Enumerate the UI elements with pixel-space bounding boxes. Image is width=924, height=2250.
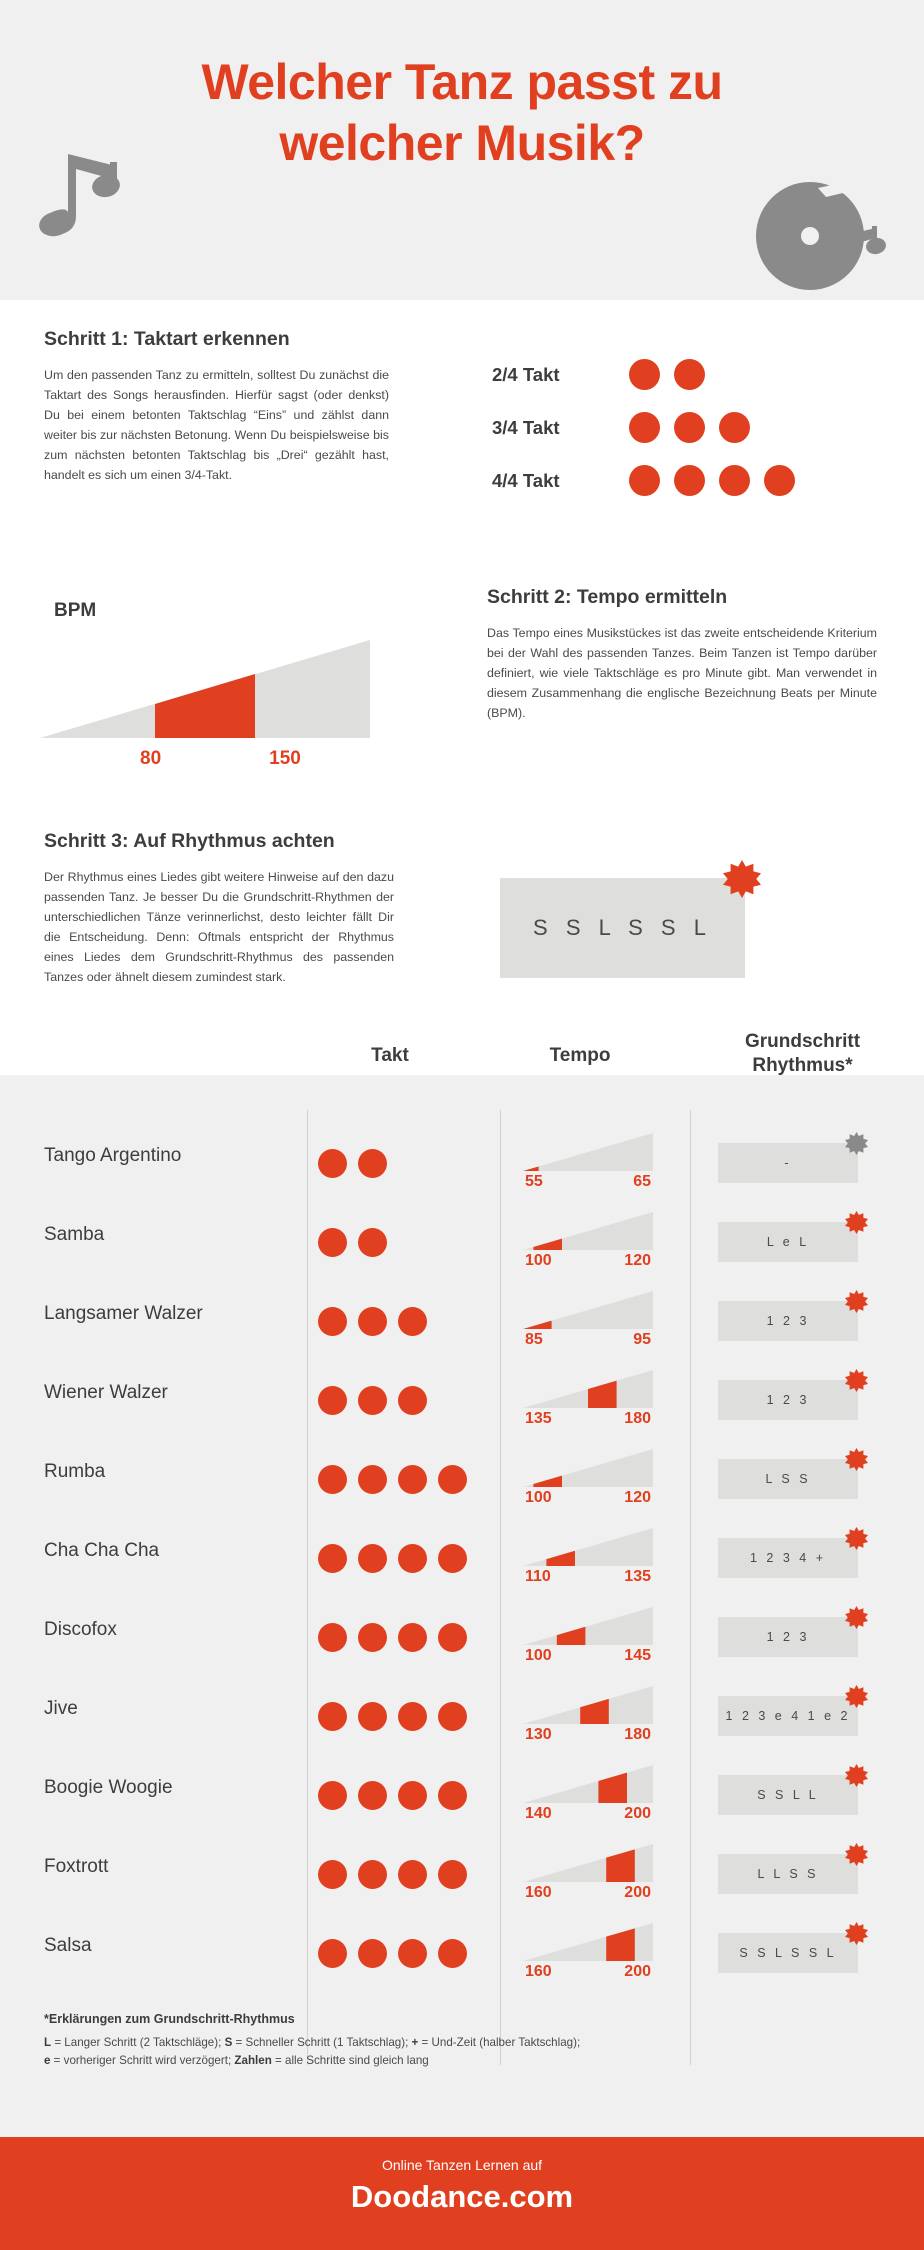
bpm-ramp-shape [40,640,370,738]
takt-dots [318,1702,467,1731]
tempo-max: 200 [624,1805,651,1822]
takt-dots [318,1386,427,1415]
takt-dots [318,1781,467,1810]
rhythm-cell [718,1854,858,1894]
footnote-key-l: L [44,2036,52,2049]
beat-dot [629,465,660,496]
takt-dots-2 [629,359,705,390]
rhythm-text: - [784,1156,792,1170]
rhythm-cell [718,1380,858,1420]
beat-dot [674,412,705,443]
beat-dot [318,1781,347,1810]
beat-dot [398,1386,427,1415]
beat-dot [358,1228,387,1257]
rhythm-cell [718,1459,858,1499]
beat-dot [318,1702,347,1731]
tempo-min: 85 [525,1331,543,1348]
beat-dot [398,1702,427,1731]
step-2-title: Schritt 2: Tempo ermitteln [487,586,728,608]
dance-name: Jive [44,1698,78,1719]
tempo-cell [523,1528,658,1586]
footnote [44,2012,864,2070]
tempo-range [523,1726,653,1744]
tempo-range [523,1331,653,1349]
footnote-key-plus: + [411,2036,419,2049]
takt-dots [318,1860,467,1889]
step-3-text: Der Rhythmus eines Liedes gibt weitere Hinweise auf den dazu passenden Tanz. Je besser Du die Grundschritt-Rhythmen der unterschiedlichen Tänze verinnerlichst, desto leichter fällt Dir die Entscheidung. Denn: Oftmals entspricht der Rhythmus eines Liedes dem Grundschritt-Rhythmus des passenden Tanzes oder ähnelt diesem zumindest stark. [44,870,394,985]
bpm-label: BPM [54,600,97,621]
tempo-ramp [523,1844,653,1882]
step-1-text: Um den passenden Tanz zu ermitteln, solltest Du zunächst die Taktart des Songs herausfinden. Hierfür sagst (oder denkst) Du bei einem betonten Taktschlag “Eins” und zählst dann weiter bis zur nächsten Betonung. Wenn Du beispielsweise bis zum nächsten betonten Taktschlag bis „Drei“ gezählt hast, handelt es sich um einen 3/4-Takt. [44,368,389,483]
rhythm-text: 1 2 3 [766,1314,810,1328]
rhythm-text: 1 2 3 [766,1393,810,1407]
rhythm-cell [718,1301,858,1341]
takt-dots [318,1939,467,1968]
starburst-icon [845,1211,868,1234]
column-header-tempo: Tempo [549,1045,611,1066]
music-note-icon [24,150,136,251]
rhythm-example-box [500,878,745,978]
takt-label: 4/4 Takt [492,469,560,491]
tempo-max: 120 [624,1489,651,1506]
column-header-takt: Takt [371,1045,409,1066]
tempo-ramp [523,1607,653,1645]
beat-dot [318,1386,347,1415]
beat-dot [358,1623,387,1652]
dance-name: Wiener Walzer [44,1382,168,1403]
tempo-max: 135 [624,1568,651,1585]
starburst-icon [845,1764,868,1787]
tempo-cell [523,1686,658,1744]
footnote-key-zahlen: Zahlen [234,2053,272,2067]
starburst-icon [845,1685,868,1708]
tempo-cell [523,1212,658,1270]
beat-dot [438,1544,467,1573]
rhythm-cell [718,1222,858,1262]
beat-dot [629,359,660,390]
step-3-block [44,830,394,988]
tempo-ramp [523,1923,653,1961]
table-row [0,1678,924,1757]
beat-dot [318,1307,347,1336]
beat-dot [438,1702,467,1731]
tempo-min: 110 [525,1568,551,1585]
tempo-min: 130 [525,1726,552,1743]
beat-dot [764,465,795,496]
tempo-ramp [523,1370,653,1408]
beat-dot [398,1623,427,1652]
starburst-icon [845,1290,868,1313]
column-header-rhythmus [690,1030,915,1079]
dance-name: Cha Cha Cha [44,1540,160,1561]
beat-dot [438,1623,467,1652]
takt-row [492,454,882,507]
tempo-min: 135 [525,1410,552,1427]
table-row [0,1836,924,1915]
tempo-range [523,1489,653,1507]
beat-dot [674,465,705,496]
table-row [0,1125,924,1204]
takt-dots [318,1623,467,1652]
tempo-range [523,1410,653,1428]
dance-table-rows [0,1125,924,1994]
footnote-text: = vorheriger Schritt wird verzögert; [50,2053,235,2067]
dance-name: Samba [44,1224,105,1245]
dance-name: Tango Argentino [44,1145,182,1166]
vinyl-record-icon [754,172,894,305]
starburst-icon [845,1132,868,1155]
beat-dot [719,412,750,443]
beat-dot [438,1939,467,1968]
page-title-line1: Welcher Tanz passt zu [201,54,723,110]
beat-dot [438,1781,467,1810]
beat-dot [318,1149,347,1178]
table-row [0,1204,924,1283]
tempo-cell [523,1923,658,1981]
rhythm-text: L S S [765,1472,811,1486]
bpm-min: 80 [140,748,162,769]
table-row [0,1283,924,1362]
takt-dots-3 [629,412,750,443]
beat-dot [318,1860,347,1889]
dance-name: Rumba [44,1461,106,1482]
beat-dot [318,1228,347,1257]
page-title-line2: welcher Musik? [279,115,645,171]
header [0,0,924,300]
footnote-key-e: e [44,2053,51,2067]
table-row [0,1599,924,1678]
beat-dot [398,1939,427,1968]
tempo-min: 100 [525,1489,552,1506]
tempo-cell [523,1133,658,1191]
beat-dot [398,1544,427,1573]
rhythm-text: S S L L [757,1788,819,1802]
tempo-range [523,1805,653,1823]
beat-dot [358,1781,387,1810]
footer [0,2137,924,2250]
rhythm-cell [718,1775,858,1815]
footnote-title: *Erklärungen zum Grundschritt-Rhythmus [44,2012,295,2026]
takt-legend [492,348,882,507]
tempo-range [523,1568,653,1586]
tempo-range [523,1884,653,1902]
column-header-rhythmus-line2: Rhythmus* [752,1055,853,1077]
bpm-block [40,600,400,770]
beat-dot [358,1939,387,1968]
rhythm-example-text: S S L S S L [533,915,712,940]
footnote-text: = Schneller Schritt (1 Taktschlag); [232,2036,412,2049]
tempo-cell [523,1844,658,1902]
tempo-max: 65 [633,1173,651,1190]
column-header-rhythmus-line1: Grundschritt [744,1031,861,1052]
tempo-min: 140 [525,1805,552,1822]
tempo-ramp [523,1686,653,1724]
table-row [0,1362,924,1441]
rhythm-text: L L S S [757,1867,819,1881]
rhythm-text: 1 2 3 [766,1630,810,1644]
starburst-icon [845,1448,868,1471]
footnote-text: = alle Schritte sind gleich lang [271,2053,429,2067]
beat-dot [398,1781,427,1810]
bpm-range [40,748,370,770]
dance-name: Discofox [44,1619,117,1640]
tempo-max: 200 [624,1884,651,1901]
step-3-title: Schritt 3: Auf Rhythmus achten [44,830,335,852]
footnote-line-2 [44,2052,864,2070]
starburst-icon [845,1922,868,1945]
takt-dots [318,1307,427,1336]
takt-dots-4 [629,465,795,496]
takt-row [492,401,882,454]
beat-dot [358,1307,387,1336]
rhythm-text: 1 2 3 4 + [750,1551,826,1565]
tempo-max: 95 [633,1331,651,1348]
tempo-max: 145 [624,1647,651,1664]
beat-dot [398,1465,427,1494]
dance-name: Boogie Woogie [44,1777,173,1798]
rhythm-cell [718,1143,858,1183]
starburst-icon [845,1527,868,1550]
tempo-ramp [523,1212,653,1250]
rhythm-text: 1 2 3 e 4 1 e 2 [725,1709,851,1723]
beat-dot [318,1544,347,1573]
table-row [0,1520,924,1599]
bpm-max: 150 [269,748,301,769]
tempo-cell [523,1607,658,1665]
tempo-ramp [523,1528,653,1566]
tempo-cell [523,1370,658,1428]
tempo-max: 200 [624,1963,651,1980]
dance-name: Salsa [44,1935,92,1956]
dance-name: Langsamer Walzer [44,1303,203,1324]
beat-dot [398,1307,427,1336]
rhythm-text: L e L [766,1235,810,1249]
starburst-icon [845,1843,868,1866]
tempo-cell [523,1291,658,1349]
bpm-ramp [40,640,370,738]
tempo-min: 100 [525,1252,552,1269]
takt-dots [318,1149,387,1178]
tempo-min: 100 [525,1647,552,1664]
step-1-block [44,328,389,486]
starburst-icon [845,1369,868,1392]
beat-dot [719,465,750,496]
beat-dot [674,359,705,390]
rhythm-cell [718,1538,858,1578]
footnote-key-s: S [224,2036,233,2049]
tempo-min: 55 [525,1173,543,1190]
tempo-range [523,1963,653,1981]
step-2-text: Das Tempo eines Musikstückes ist das zweite entscheidende Kriterium bei der Wahl des passenden Tanzes. Beim Tanzen ist Tempo darüber definiert, wie viele Taktschläge es pro Minute gibt. Man verwendet in diesem Zusammenhang die englische Bezeichnung Beats per Minute (BPM). [487,626,877,721]
tempo-range [523,1173,653,1191]
takt-label: 2/4 Takt [492,363,560,385]
dance-name: Foxtrott [44,1856,109,1877]
table-row [0,1915,924,1994]
beat-dot [358,1544,387,1573]
step-2-block [487,586,877,723]
rhythm-text: S S L S S L [739,1946,837,1960]
table-row [0,1757,924,1836]
beat-dot [318,1939,347,1968]
takt-dots [318,1544,467,1573]
step-1-title: Schritt 1: Taktart erkennen [44,328,290,350]
tempo-cell [523,1449,658,1507]
rhythm-cell [718,1617,858,1657]
beat-dot [629,412,660,443]
tempo-range [523,1252,653,1270]
footnote-text: = Langer Schritt (2 Taktschläge); [51,2036,225,2049]
tempo-max: 120 [624,1252,651,1269]
tempo-ramp [523,1133,653,1171]
tempo-cell [523,1765,658,1823]
tempo-ramp [523,1291,653,1329]
beat-dot [438,1860,467,1889]
starburst-icon [845,1606,868,1629]
beat-dot [358,1149,387,1178]
tempo-ramp [523,1765,653,1803]
tempo-max: 180 [624,1726,651,1743]
footnote-line-1 [44,2034,864,2052]
footer-brand[interactable]: Doodance.com [350,2179,574,2214]
beat-dot [318,1465,347,1494]
beat-dot [358,1860,387,1889]
beat-dot [438,1465,467,1494]
beat-dot [358,1386,387,1415]
tempo-min: 160 [525,1963,552,1980]
beat-dot [358,1465,387,1494]
takt-dots [318,1465,467,1494]
table-row [0,1441,924,1520]
beat-dot [358,1702,387,1731]
starburst-icon [723,860,761,898]
beat-dot [398,1860,427,1889]
footnote-text: = Und-Zeit (halber Taktschlag); [418,2036,581,2049]
tempo-min: 160 [525,1884,552,1901]
tempo-max: 180 [624,1410,651,1427]
rhythm-cell [718,1696,858,1736]
rhythm-cell [718,1933,858,1973]
footer-tagline: Online Tanzen Lernen auf [381,2157,543,2173]
tempo-ramp [523,1449,653,1487]
takt-dots [318,1228,387,1257]
takt-label: 3/4 Takt [492,416,560,438]
tempo-range [523,1647,653,1665]
page-title [0,52,924,174]
beat-dot [318,1623,347,1652]
takt-row [492,348,882,401]
